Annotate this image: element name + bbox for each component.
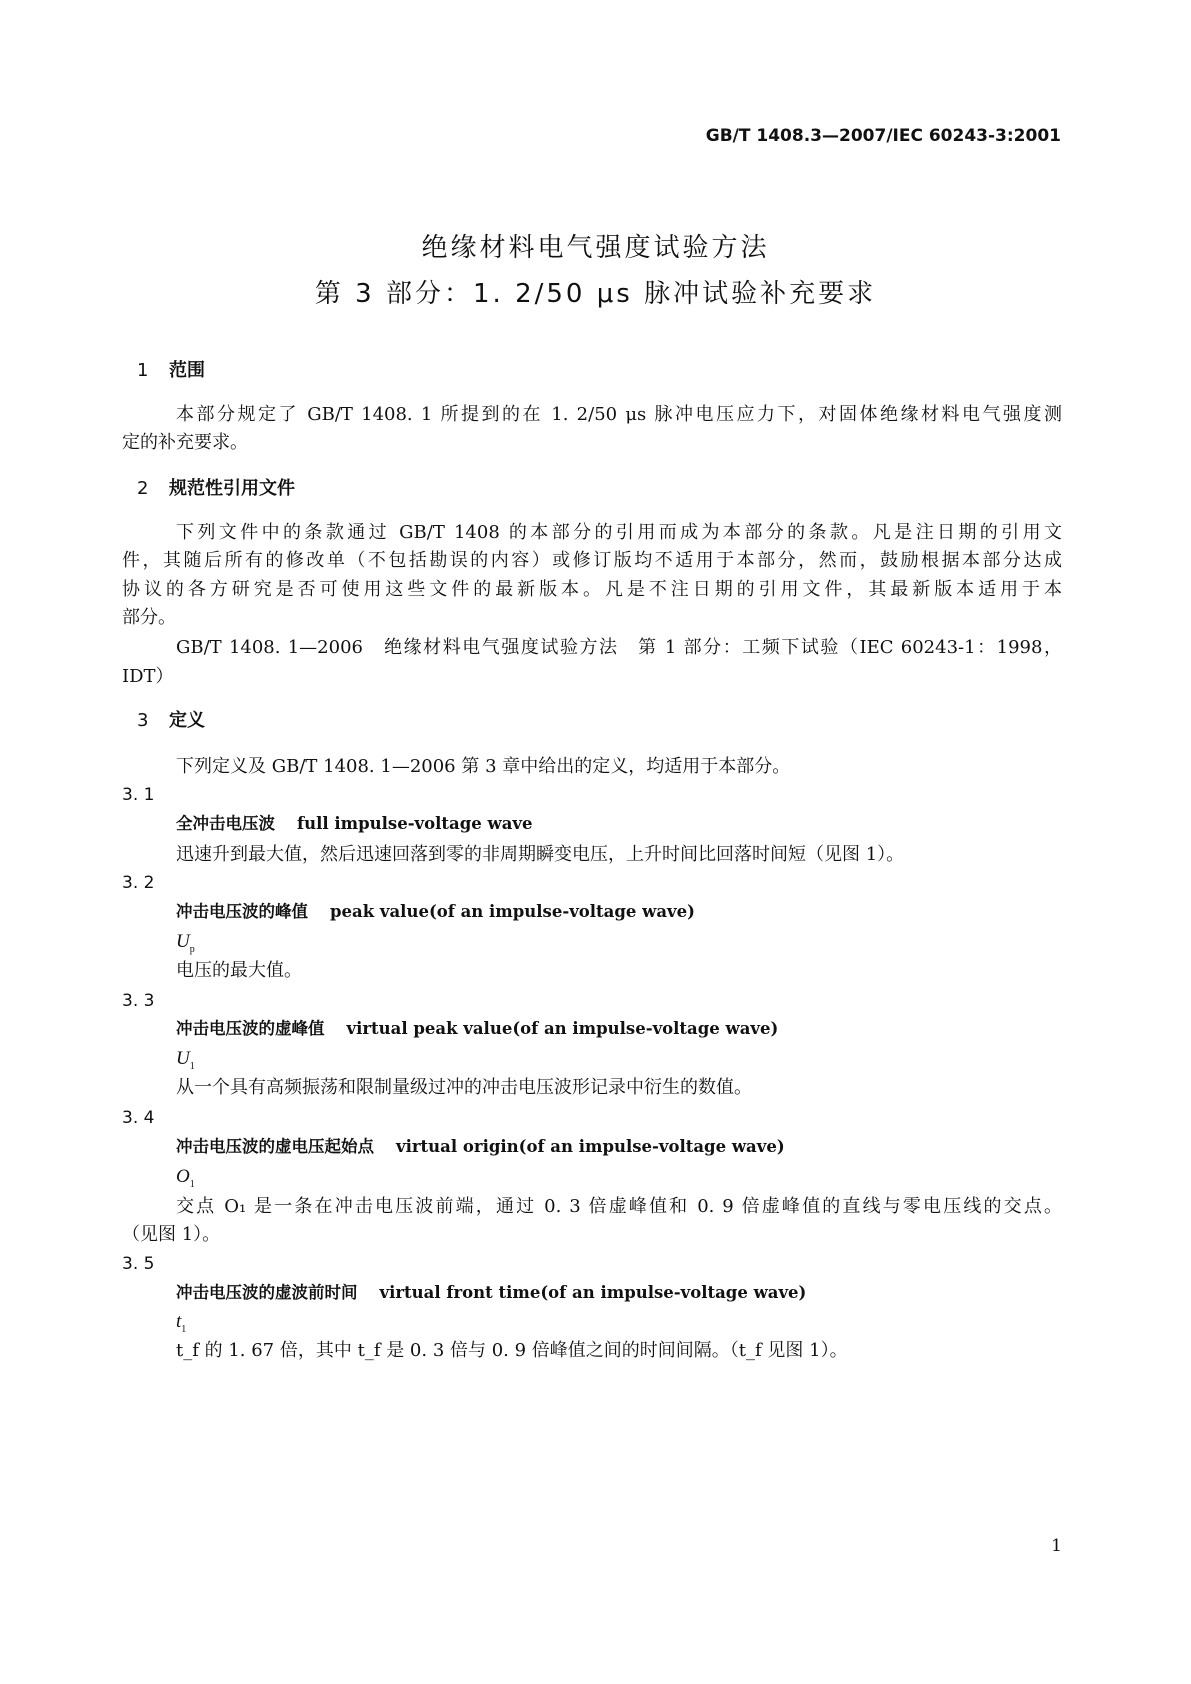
clause-number: 3. 5 xyxy=(122,1254,155,1274)
term-chinese: 冲击电压波的虚电压起始点 xyxy=(176,1137,374,1156)
reference-entry-line: IDT） xyxy=(122,666,174,687)
term-definition-line: （见图 1）。 xyxy=(122,1224,221,1245)
section-title: 范围 xyxy=(169,360,205,381)
term-chinese: 冲击电压波的虚波前时间 xyxy=(176,1283,358,1302)
references-paragraph-line: 部分。 xyxy=(122,607,176,628)
definitions-intro: 下列定义及 GB/T 1408. 1—2006 第 3 章中给出的定义，均适用于本部分。 xyxy=(176,756,791,777)
term-symbol: $U_p$ xyxy=(176,931,195,955)
section-1-heading xyxy=(137,358,205,384)
term-english: peak value(of an impulse-voltage wave) xyxy=(330,902,695,921)
term-definition: 迅速升到最大值，然后迅速回落到零的非周期瞬变电压，上升时间比回落时间短（见图 1）。 xyxy=(176,844,905,865)
references-paragraph-line: 下列文件中的条款通过 GB/T 1408 的本部分的引用而成为本部分的条款。凡是注日期的引用文 xyxy=(176,522,1062,543)
term-definition: 从一个具有高频振荡和限制量级过冲的冲击电压波形记录中衍生的数值。 xyxy=(176,1077,752,1098)
clause-number: 3. 2 xyxy=(122,873,155,893)
references-paragraph-line: 协议的各方研究是否可使用这些文件的最新版本。凡是不注日期的引用文件，其最新版本适用于本 xyxy=(122,579,1062,600)
term-heading xyxy=(176,1015,778,1043)
term-chinese: 冲击电压波的峰值 xyxy=(176,902,308,921)
clause-number: 3. 3 xyxy=(122,991,155,1011)
term-heading xyxy=(176,810,532,838)
scope-paragraph-line: 本部分规定了 GB/T 1408. 1 所提到的在 1. 2/50 μs 脉冲电压应力下，对固体绝缘材料电气强度测 xyxy=(176,404,1062,425)
section-2-heading xyxy=(137,476,295,502)
term-heading xyxy=(176,1133,785,1161)
section-number: 3 xyxy=(137,710,149,731)
term-english: virtual front time(of an impulse-voltage wave) xyxy=(379,1283,807,1302)
term-heading xyxy=(176,1279,806,1307)
term-symbol: $U_1$ xyxy=(176,1048,195,1072)
section-number: 1 xyxy=(137,360,149,381)
scope-paragraph-line: 定的补充要求。 xyxy=(122,432,248,453)
term-chinese: 全冲击电压波 xyxy=(176,814,275,833)
standard-number: GB/T 1408.3—2007/IEC 60243-3:2001 xyxy=(705,126,1061,146)
term-definition-line: 交点 O₁ 是一条在冲击电压波前端，通过 0. 3 倍虚峰值和 0. 9 倍虚峰值的直线与零电压线的交点。 xyxy=(176,1196,1062,1217)
term-symbol: $t_1$ xyxy=(176,1311,187,1335)
reference-entry-line: GB/T 1408. 1—2006 绝缘材料电气强度试验方法 第 1 部分：工频下试验（IEC 60243-1：1998， xyxy=(176,637,1062,658)
section-3-heading xyxy=(137,708,205,734)
term-english: full impulse-voltage wave xyxy=(297,814,533,833)
references-paragraph-line: 件，其随后所有的修改单（不包括勘误的内容）或修订版均不适用于本部分，然而，鼓励根据本部分达成 xyxy=(122,550,1062,571)
term-english: virtual origin(of an impulse-voltage wave) xyxy=(396,1137,785,1156)
document-subtitle: 第 3 部分：1. 2/50 μs 脉冲试验补充要求 xyxy=(314,279,877,309)
term-chinese: 冲击电压波的虚峰值 xyxy=(176,1019,325,1038)
document-title: 绝缘材料电气强度试验方法 xyxy=(421,233,770,263)
section-title: 定义 xyxy=(169,710,205,731)
section-title: 规范性引用文件 xyxy=(169,478,295,499)
term-symbol: $O_1$ xyxy=(176,1166,195,1190)
clause-number: 3. 4 xyxy=(122,1108,155,1128)
term-english: virtual peak value(of an impulse-voltage wave) xyxy=(346,1019,779,1038)
term-definition: t_f 的 1. 67 倍，其中 t_f 是 0. 3 倍与 0. 9 倍峰值之间的时间间隔。（t_f 见图 1）。 xyxy=(176,1340,848,1361)
term-definition: 电压的最大值。 xyxy=(176,960,302,981)
page-number: 1 xyxy=(1051,1536,1062,1556)
term-heading xyxy=(176,898,695,926)
clause-number: 3. 1 xyxy=(122,785,155,805)
section-number: 2 xyxy=(137,478,149,499)
